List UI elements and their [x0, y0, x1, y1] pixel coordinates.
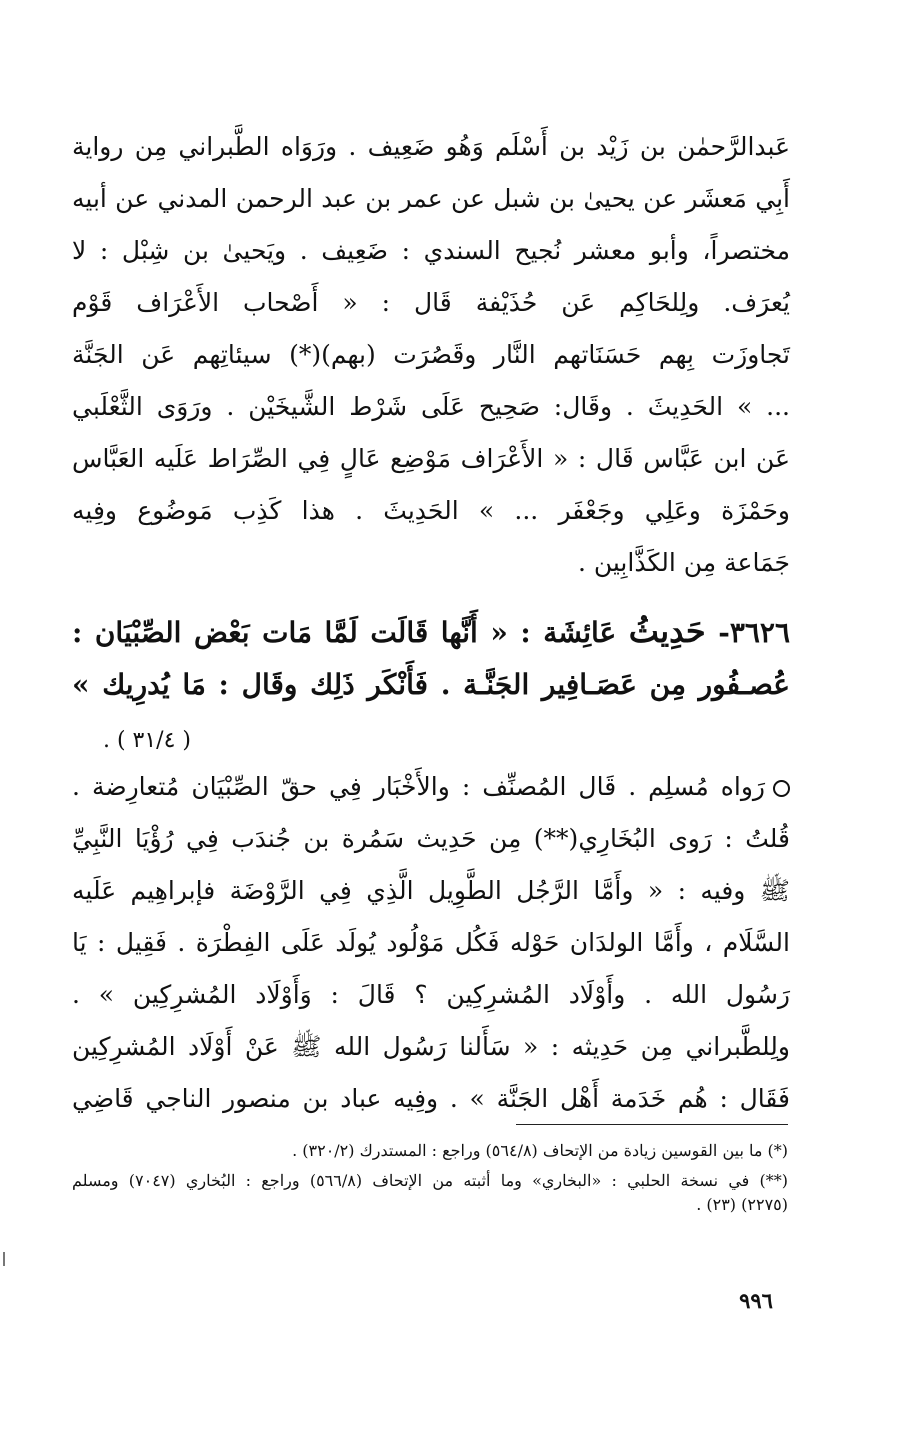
- hadith-reference: ( ٣١/٤ ) .: [102, 728, 191, 753]
- text-line: وحَمْزَة وعَلِي وجَعْفَر ... » الحَدِيثَ . هذا كَذِب مَوضُوع وفِيه: [72, 496, 790, 525]
- circle-marker-icon: [773, 780, 790, 797]
- hadith-keyword: حَدِيثُ: [628, 612, 706, 650]
- hadith-number: ٣٦٢٦-: [705, 616, 790, 649]
- text-line: ﷺ وفيه : « وأَمَّا الرَّجُل الطَّوِيل الَّذِي فِي الرَّوْضَة فإبراهِيم عَلَيه: [72, 876, 790, 905]
- footnote: (*) ما بين القوسين زيادة من الإتحاف (٥٦٤/٨) وراجع : المستدرك (٣٢٠/٢) .: [292, 1141, 788, 1160]
- text-line: رَسُول الله . وأَوْلَاد المُشرِكِين ؟ قَالَ : وَأَوْلَاد المُشرِكِين » .: [72, 980, 790, 1009]
- footnote: (٢٢٧٥) (٢٣) .: [696, 1195, 788, 1214]
- commentary-text: رَواه مُسلِم . قَال المُصنِّف : والأَخْبَار فِي حقّ الصِّبْيَان مُتعارِضة .: [72, 772, 765, 801]
- text-line: فَقَال : هُم خَدَمة أَهْل الجَنَّة » . وفِيه عباد بن منصور الناجي قَاضِي: [72, 1084, 790, 1113]
- footnote-divider: [516, 1124, 788, 1125]
- page-number: ٩٩٦: [739, 1288, 773, 1313]
- text-line: يُعرَف. ولِلحَاكِم عَن حُذَيْفة قَال : « أَصْحاب الأَعْرَاف قَوْم: [72, 288, 790, 317]
- text-line: عَن ابن عَبَّاس قَال : « الأَعْرَاف مَوْضِع عَالٍ فِي الصِّرَاط عَلَيه العَبَّاس: [72, 444, 790, 473]
- text-line: عَبدالرَّحمٰن بن زَيْد بن أَسْلَم وَهُو ضَعِيف . ورَوَاه الطَّبراني مِن رواية: [72, 132, 790, 161]
- text-line: السَّلَام ، وأَمَّا الولدَان حَوْله فَكُل مَوْلُود يُولَد عَلَى الفِطْرَة . فَقِيل : يَا: [72, 928, 790, 957]
- text-line: ولِلطَّبراني مِن حَدِيثه : « سَأَلنا رَسُول الله ﷺ عَنْ أَوْلَاد المُشرِكِين: [72, 1032, 790, 1061]
- text-line: مختصراً، وأبو معشر نُجيح السندي : ضَعِيف . ويَحيىٰ بن شِبْل : لا: [72, 236, 790, 265]
- text-line: أَبِي مَعشَر عن يحيىٰ بن شبل عن عمر بن عبد الرحمن المدني عن أبيه: [72, 184, 790, 213]
- hadith-line: [72, 604, 790, 658]
- text-line: [72, 760, 790, 814]
- text-line: قُلتُ : رَوى البُخَارِي(**) مِن حَدِيث سَمُرة بن جُندَب فِي رُؤْيَا النَّبِيِّ: [72, 824, 790, 853]
- text-line: تَجاوزَت بِهم حَسَنَاتهم النَّار وقَصُرَت (بهم)(*) سيئاتِهم عَن الجَنَّة: [72, 340, 790, 369]
- hadith-line: عُصـفُور مِن عَصَـافِير الجَنَّـة . فَأَنْكَر ذَلِك وقَال : مَا يُدرِيك »: [72, 668, 790, 701]
- footnote: (**) في نسخة الحلبي : «البخاري» وما أثبته من الإتحاف (٥٦٦/٨) وراجع : البُخاري (٧٠٤٧) ومسلم: [72, 1171, 789, 1190]
- text-line: جَمَاعة مِن الكَذَّابِين .: [577, 548, 790, 577]
- hadith-text: عَائِشَة : « أَنَّها قَالَت لَمَّا مَات بَعْض الصِّبْيَان :: [72, 616, 629, 649]
- scan-edge-mark: [3, 1252, 5, 1266]
- text-line: ... » الحَدِيثَ . وقَال: صَحِيح عَلَى شَرْط الشَّيخَيْن . ورَوَى الثَّعْلَبي: [72, 392, 790, 421]
